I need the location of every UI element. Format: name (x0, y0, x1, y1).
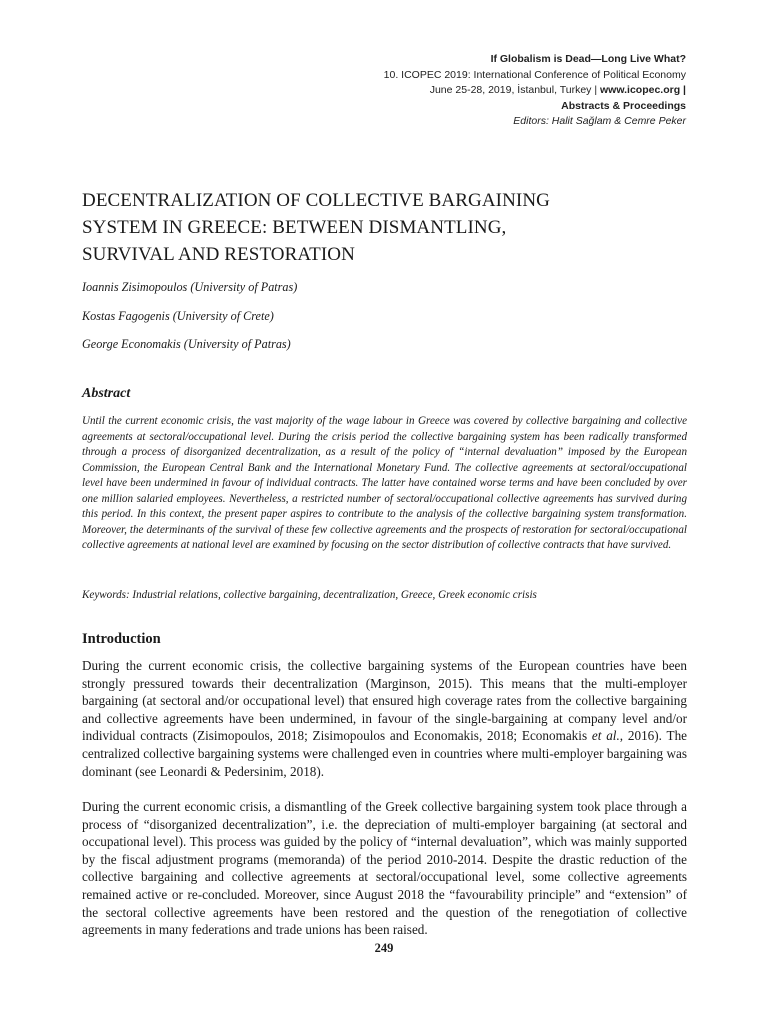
abstract-heading: Abstract (82, 386, 131, 401)
title-line: SURVIVAL AND RESTORATION (82, 244, 355, 265)
separator: | (683, 84, 686, 97)
abstract-text: Until the current economic crisis, the vast majority of the wage labour in Greece was covered by collective bargaining and collective agreements at sectoral/occupational level. During the crisis period the collective bargaining system has been radically transformed through a process of disorganized decentralization, as a result of the policy of “internal devaluation” imposed by the European Commission, the European Central Bank and the International Monetary Fund. The collective agreements at sectoral/occupational level have been undermined in favour of individual contracts. The latter have contained worse terms and have been concluded by over one million salaried employees. Nevertheless, a restricted number of sectoral/occupational collective agreements has survived during this period. In this context, the present paper aspires to contribute to the analysis of the collective bargaining system transformation. Moreover, the determinants of the survival of these few collective agreements and the prospects of restoration for sectoral/occupational collective agreements at national level are examined by focusing on the sector distribution of collective contracts that have survived. (82, 415, 687, 551)
author: Ioannis Zisimopoulos (University of Patras) (82, 280, 298, 294)
author-list (82, 280, 297, 366)
paragraph-text: , 2016). The centralized collective bargaining systems were challenged even in countries where multi-employer bargaining was dominant (see Leonardi & Pedersinim, 2018). (82, 728, 688, 779)
conference-header (384, 52, 686, 130)
keywords: Keywords: Industrial relations, collective bargaining, decentralization, Greece, Greek economic crisis (82, 589, 537, 601)
paragraph-text: During the current economic crisis, the collective bargaining systems of the European countries have been strongly pressured towards their decentralization (Marginson, 2015). This means that the multi-employer bargaining (at sectoral and/or occupational level) that ensured high coverage rates from the collective bargaining and collective agreements have been undermined, in favour of the single-bargaining at company level and/or individual contracts (Zisimopoulos, 2018; Zisimopoulos and Economakis, 2018; Economakis (82, 658, 687, 744)
title-line: SYSTEM IN GREECE: BETWEEN DISMANTLING, (82, 217, 507, 238)
introduction-heading: Introduction (82, 631, 161, 647)
website-link[interactable]: www.icopec.org (600, 84, 681, 97)
paper-title (82, 187, 642, 268)
introduction-paragraph (82, 657, 687, 780)
title-line: DECENTRALIZATION OF COLLECTIVE BARGAINING (82, 190, 550, 211)
author: George Economakis (University of Patras) (82, 337, 291, 351)
introduction-paragraph: During the current economic crisis, a dismantling of the Greek collective bargaining system took place through a process of “disorganized decentralization”, i.e. the depreciation of multi-employer bargaining (at sectoral and occupational level). This process was guided by the policy of “internal devaluation”, which was mainly supported by the fiscal adjustment programs (memoranda) of the period 2010-2014. Despite the drastic reduction of the collective bargaining and collective agreements at sectoral/occupational level, some collective agreements remained active or re-concluded. Moreover, since August 2018 the “favourability principle” and “extension” of the sectoral collective agreements have been restored and the question of the renegotiation of collective agreements in many federations and trade unions has been raised. (82, 799, 687, 938)
editors: Editors: Halit Sağlam & Cemre Peker (513, 115, 686, 128)
conference-dates: June 25-28, 2019, İstanbul, Turkey (429, 84, 592, 97)
publication-name: Abstracts & Proceedings (561, 99, 686, 112)
author: Kostas Fagogenis (University of Crete) (82, 308, 274, 323)
book-title: If Globalism is Dead—Long Live What? (490, 53, 686, 65)
conference-name: 10. ICOPEC 2019: International Conference of Political Economy (383, 68, 686, 81)
page-number: 249 (374, 941, 394, 955)
et-al: et al. (591, 728, 620, 744)
conference-dates-line (384, 83, 686, 99)
separator: | (594, 84, 598, 97)
